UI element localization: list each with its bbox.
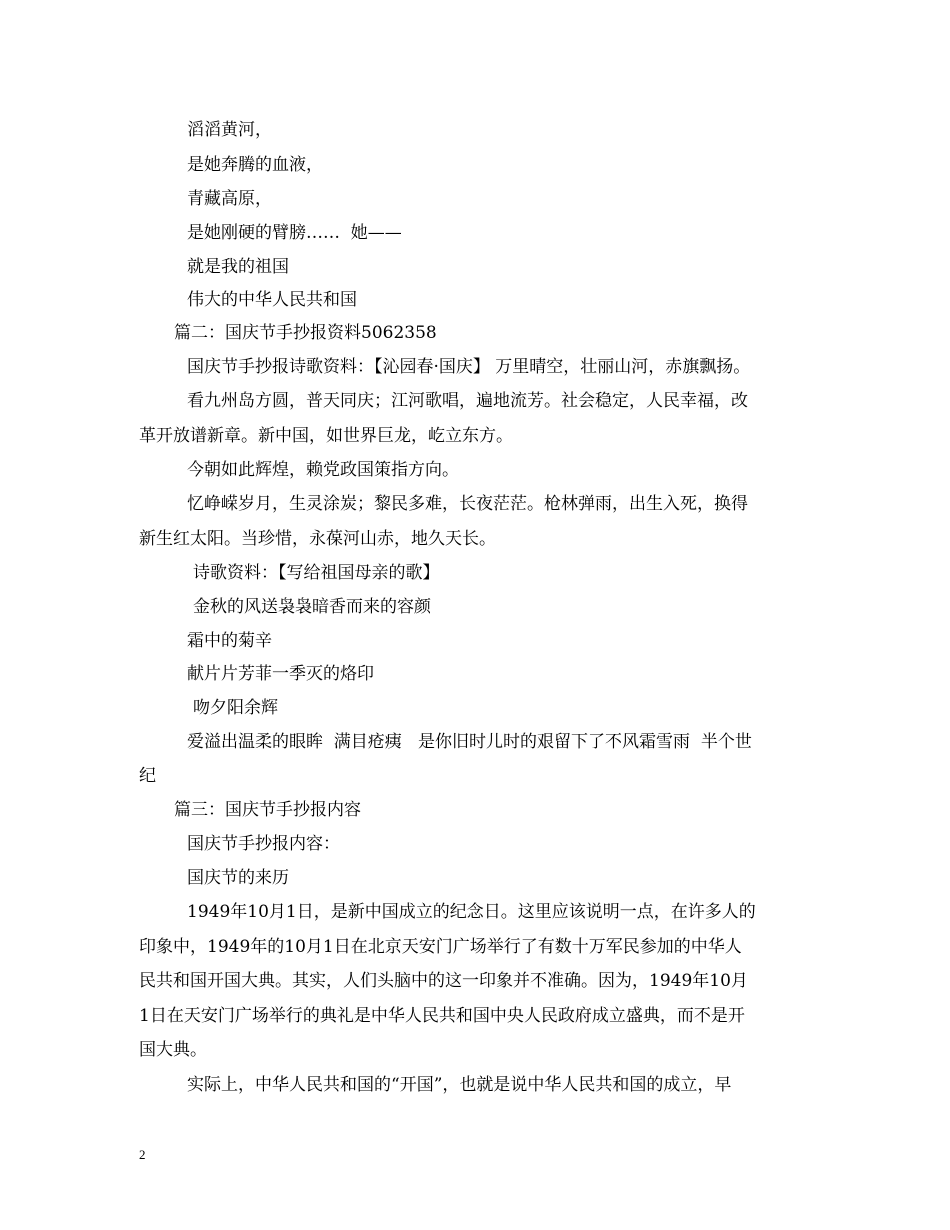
text-line: 就是我的祖国 [187,257,289,277]
text-line: 民共和国开国大典。其实，人们头脑中的这一印象并不准确。因为，1949年10月 [139,971,748,991]
text-line: 实际上，中华人民共和国的“开国”，也就是说中华人民共和国的成立，早 [187,1075,732,1095]
text-line: 是她奔腾的血液， [187,155,323,175]
page-number: 2 [139,1147,146,1162]
text-line: 革开放谱新章。新中国，如世界巨龙，屹立东方。 [139,426,513,446]
text-line: 1日在天安门广场举行的典礼是中华人民共和国中央人民政府成立盛典，而不是开 [139,1006,745,1026]
text-line: 诗歌资料：【写给祖国母亲的歌】 [193,563,440,583]
text-line: 新生红太阳。当珍惜，永葆河山赤，地久天长。 [139,529,496,549]
text-line: 国大典。 [139,1040,207,1060]
text-line: 吻夕阳余辉 [193,698,278,718]
text-line: 忆峥嵘岁月，生灵涂炭；黎民多难，长夜茫茫。枪林弹雨，出生入死，换得 [187,494,748,514]
text-line: 国庆节的来历 [187,868,289,888]
text-line: 献片片芳菲一季灭的烙印 [187,664,374,684]
text-line: 金秋的风送袅袅暗香而来的容颜 [193,597,431,617]
text-line: 滔滔黄河， [187,120,272,140]
text-line: 今朝如此辉煌，赖党政国策指方向。 [187,460,459,480]
text-line: 1949年10月1日，是新中国成立的纪念日。这里应该说明一点，在许多人的 [187,902,756,922]
text-line: 霜中的菊辛 [187,631,272,651]
section-heading: 篇三：国庆节手抄报内容 [174,800,361,820]
text-line: 是她刚硬的臂膀…… 她—— [187,223,402,243]
text-line: 青藏高原， [187,189,272,209]
text-line: 看九州岛方圆，普天同庆；江河歌唱，遍地流芳。社会稳定，人民幸福，改 [187,391,748,411]
text-line: 爱溢出温柔的眼眸 满目疮痍 是你旧时儿时的艰留下了不风霜雪雨 半个世 [187,732,752,752]
text-line: 国庆节手抄报内容： [187,834,340,854]
text-line: 印象中，1949年的10月1日在北京天安门广场举行了有数十万军民参加的中华人 [139,937,742,957]
section-heading: 篇二：国庆节手抄报资料5062358 [174,323,437,343]
text-line: 国庆节手抄报诗歌资料：【沁园春·国庆】 万里晴空，壮丽山河，赤旗飘扬。 [187,357,751,377]
text-line: 伟大的中华人民共和国 [187,290,357,310]
text-line: 纪 [139,766,156,786]
